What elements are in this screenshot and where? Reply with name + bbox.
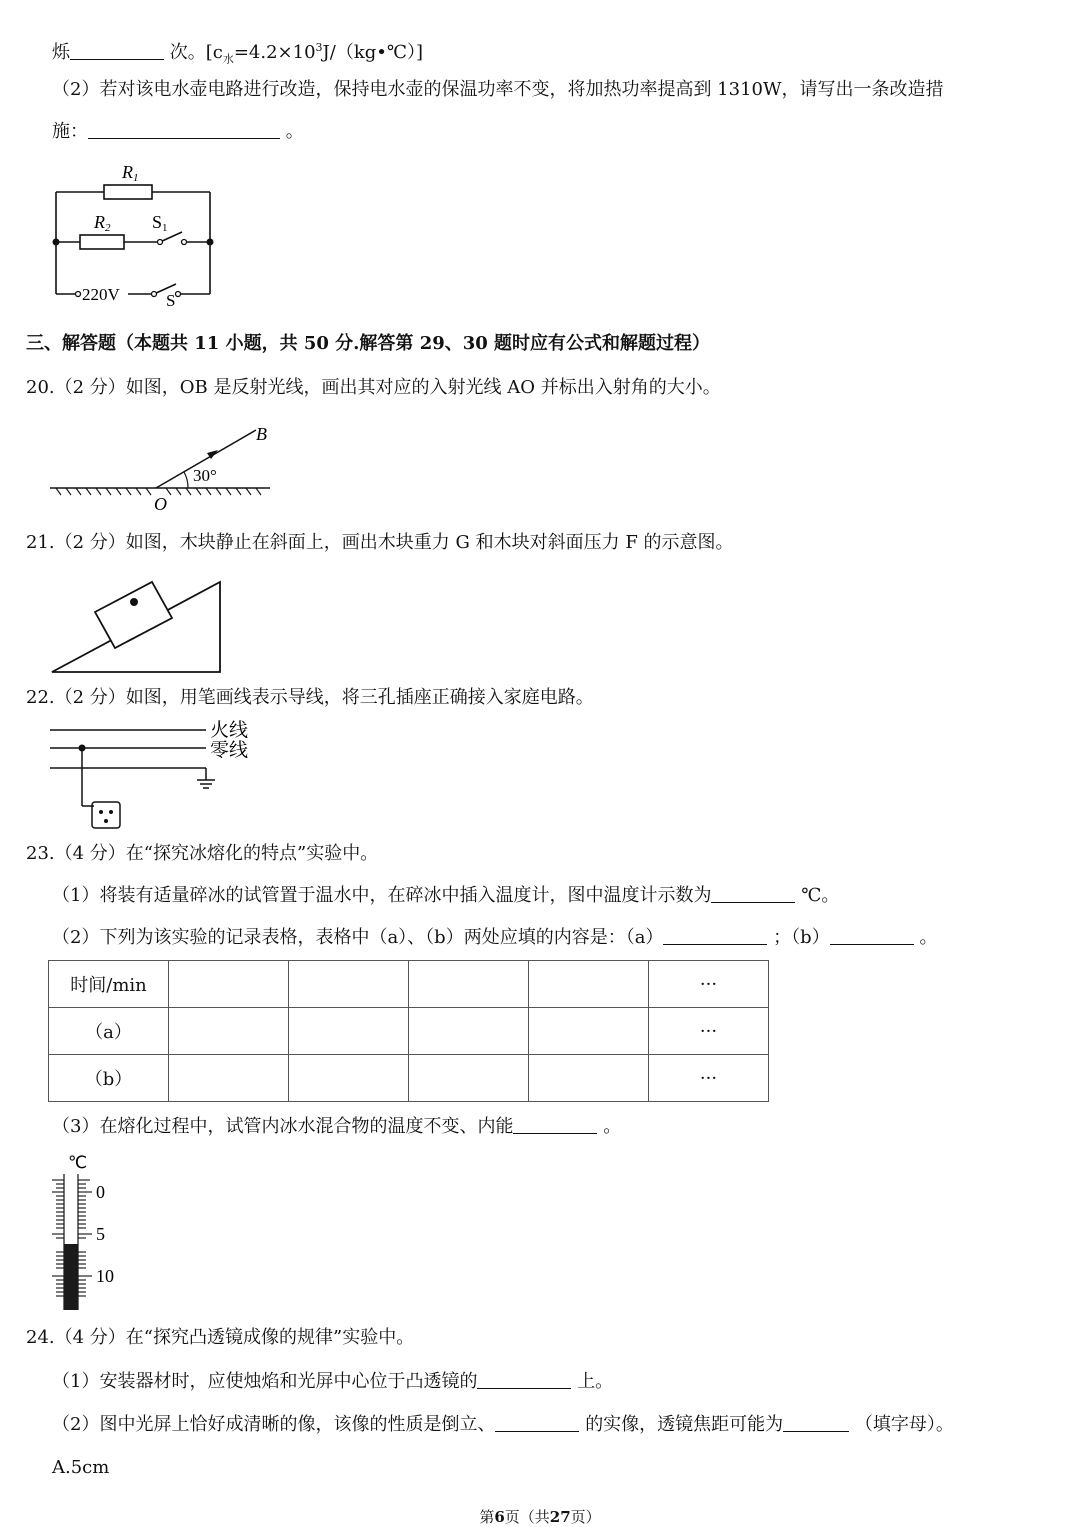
table-cell (289, 1008, 409, 1055)
live-wire-label: 火线 (210, 719, 249, 741)
thermometer-diagram (48, 1150, 128, 1312)
q20-text: 20.（2 分）如图，OB 是反射光线，画出其对应的入射光线 AO 并标出入射角的大小。 (26, 377, 721, 398)
answer-blank[interactable] (513, 1115, 597, 1134)
incline-block-diagram (50, 564, 226, 676)
q23-text: 23.（4 分）在“探究冰熔化的特点”实验中。 (26, 843, 379, 864)
q24-part2: （2）图中光屏上恰好成清晰的像，该像的性质是倒立、 的实像，透镜焦距可能为 （填字母）。 (52, 1414, 954, 1435)
prev-question-part2: （2）若对该电水壶电路进行改造，保持电水壶的保温功率不变，将加热功率提高到 1310W，请写出一条改造措 (52, 79, 944, 100)
q23-part2: （2）下列为该实验的记录表格，表格中（a）、（b）两处应填的内容是：（a） ；（b） 。 (52, 927, 938, 948)
prev-question-line: 烁 次。$[c_水=4.2\times 10^3J/(kg•℃)]$ (52, 41, 424, 66)
q21-text: 21.（2 分）如图，木块静止在斜面上，画出木块重力 G 和木块对斜面压力 F 的示意图。 (26, 532, 734, 553)
reflection-diagram (50, 420, 275, 515)
kettle-circuit-diagram (48, 158, 218, 310)
page-total: 27 (549, 1508, 571, 1526)
answer-blank[interactable] (88, 120, 280, 139)
table-cell (409, 1008, 529, 1055)
tick-5-label: 5 (96, 1224, 105, 1244)
page-number: 6 (494, 1508, 505, 1526)
s1-label: S1 (152, 212, 168, 234)
prev-question-part2-cont: 施： 。 (52, 121, 304, 142)
q24-text: 24.（4 分）在“探究凸透镜成像的规律”实验中。 (26, 1327, 415, 1348)
q23-part1: （1）将装有适量碎冰的试管置于温水中，在碎冰中插入温度计，图中温度计示数为 ℃。 (52, 885, 840, 906)
answer-blank[interactable] (711, 884, 795, 903)
record-table (48, 960, 769, 1102)
table-cell (409, 961, 529, 1008)
table-cell (529, 961, 649, 1008)
tick-10-label: 10 (96, 1266, 114, 1286)
answer-blank[interactable] (783, 1413, 849, 1432)
q22-text: 22.（2 分）如图，用笔画线表示导线，将三孔插座正确接入家庭电路。 (26, 687, 594, 708)
table-cell (289, 1055, 409, 1102)
r1-label: R1 (122, 162, 139, 184)
q24-option-a: A.5cm (52, 1457, 110, 1478)
answer-blank[interactable] (477, 1370, 571, 1389)
q24-part1: （1）安装器材时，应使烛焰和光屏中心位于凸透镜的 上。 (52, 1371, 614, 1392)
table-row (49, 1008, 769, 1055)
section-heading: 三、解答题（本题共 11 小题，共 50 分.解答第 29、30 题时应有公式和解题过程） (26, 333, 711, 354)
table-cell: （b） (49, 1055, 169, 1102)
table-cell (169, 1008, 289, 1055)
table-cell (409, 1055, 529, 1102)
celsius-unit: ℃ (68, 1153, 88, 1173)
table-cell (529, 1055, 649, 1102)
answer-blank[interactable] (495, 1413, 579, 1432)
table-cell (169, 1055, 289, 1102)
answer-blank[interactable] (70, 41, 164, 60)
neutral-wire-label: 零线 (210, 739, 249, 761)
q23-part3: （3）在熔化过程中，试管内冰水混合物的温度不变、内能 。 (52, 1116, 622, 1137)
table-cell (529, 1008, 649, 1055)
table-cell: ··· (649, 961, 769, 1008)
table-cell: 时间/min (49, 961, 169, 1008)
page-footer: 第6页（共27页） (479, 1508, 601, 1526)
s-label: S (166, 291, 176, 310)
voltage-label: 220V (82, 285, 120, 304)
table-cell: （a） (49, 1008, 169, 1055)
answer-blank[interactable] (663, 926, 767, 945)
table-row (49, 961, 769, 1008)
table-cell (169, 961, 289, 1008)
answer-blank[interactable] (830, 926, 914, 945)
socket-wiring-diagram (50, 716, 262, 834)
table-cell: ··· (649, 1008, 769, 1055)
table-cell (289, 961, 409, 1008)
tick-0-label: 0 (96, 1182, 105, 1202)
angle-label: 30° (193, 466, 217, 485)
r2-label: R2 (94, 212, 111, 234)
point-o-label: O (154, 494, 167, 514)
point-b-label: B (256, 424, 267, 444)
table-cell: ··· (649, 1055, 769, 1102)
table-row (49, 1055, 769, 1102)
